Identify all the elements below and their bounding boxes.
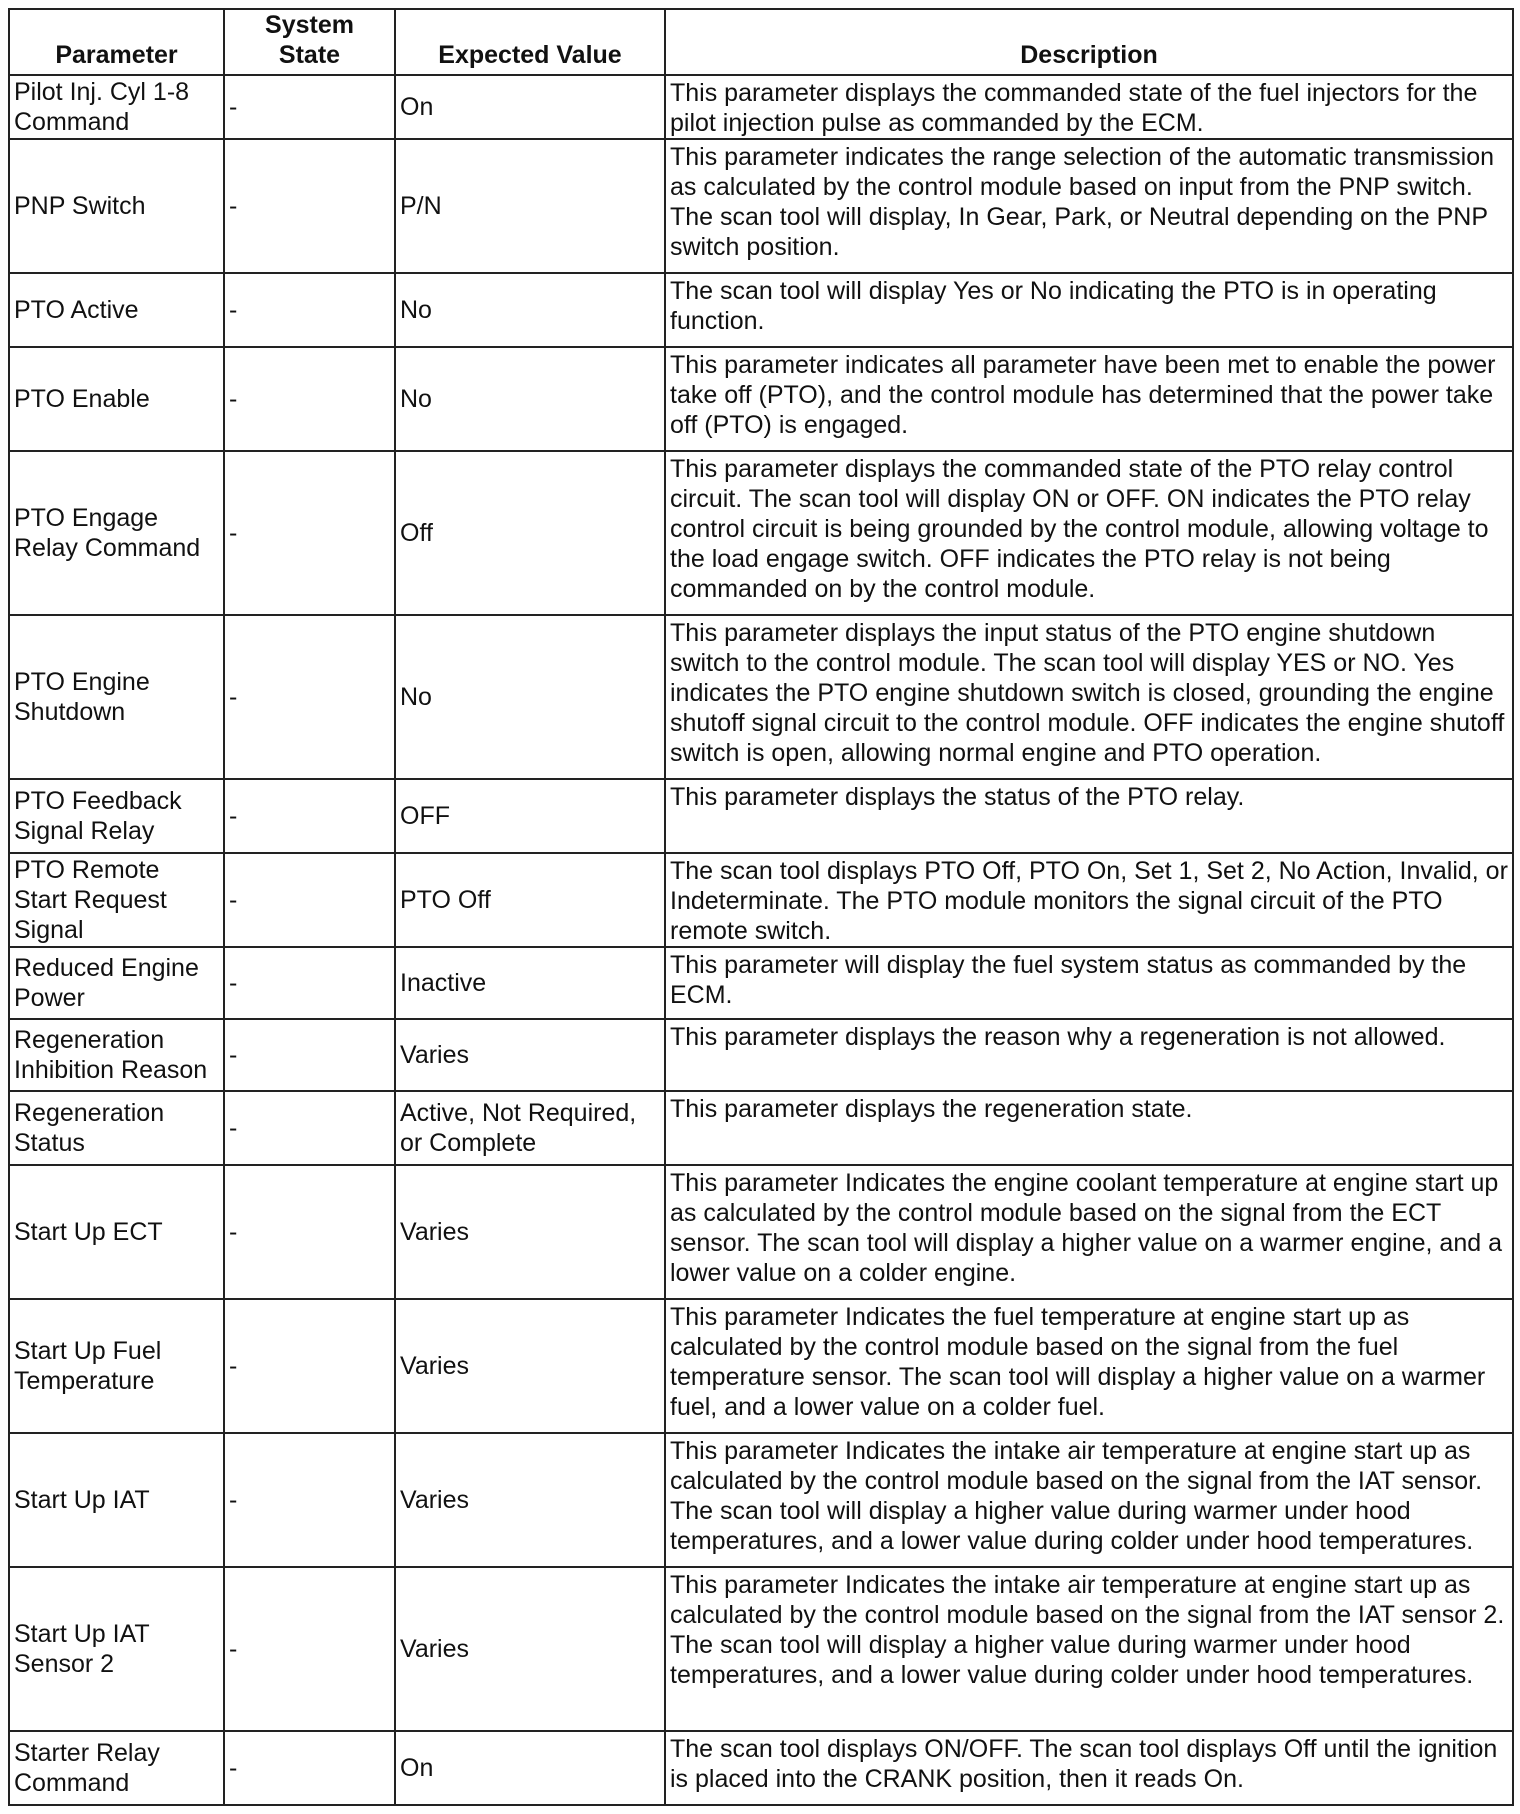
cell-description: This parameter indicates all parameter have been met to enable the power take off (PTO), and the control module has determined that the power take off (PTO) is engaged. — [665, 347, 1513, 451]
table-row — [9, 75, 1513, 139]
cell-system-state: - — [224, 1165, 395, 1299]
cell-system-state: - — [224, 1299, 395, 1433]
cell-description: This parameter displays the status of the PTO relay. — [665, 779, 1513, 853]
table-row — [9, 853, 1513, 947]
table-row — [9, 451, 1513, 615]
cell-parameter: PNP Switch — [9, 139, 224, 273]
cell-parameter: PTO Enable — [9, 347, 224, 451]
parameter-table — [8, 8, 1514, 1806]
cell-system-state: - — [224, 139, 395, 273]
table-row — [9, 139, 1513, 273]
cell-description: This parameter will display the fuel system status as commanded by the ECM. — [665, 947, 1513, 1019]
cell-description: This parameter displays the input status of the PTO engine shutdown switch to the control module. The scan tool will display YES or NO. Yes indicates the PTO engine shutdown switch is closed, grounding the engine shutoff signal circuit to the control module. OFF indicates the engine shutoff switch is open, allowing normal engine and PTO operation. — [665, 615, 1513, 779]
cell-expected-value: No — [395, 347, 665, 451]
table-row — [9, 1567, 1513, 1731]
cell-parameter: Pilot Inj. Cyl 1-8 Command — [9, 75, 224, 139]
cell-system-state: - — [224, 451, 395, 615]
cell-parameter: Start Up Fuel Temperature — [9, 1299, 224, 1433]
header-row — [9, 9, 1513, 75]
cell-system-state: - — [224, 1731, 395, 1805]
cell-description: This parameter displays the commanded state of the fuel injectors for the pilot injection pulse as commanded by the ECM. — [665, 75, 1513, 139]
cell-expected-value: On — [395, 75, 665, 139]
cell-expected-value: Varies — [395, 1019, 665, 1091]
cell-expected-value: PTO Off — [395, 853, 665, 947]
cell-expected-value: No — [395, 615, 665, 779]
cell-parameter: Regeneration Inhibition Reason — [9, 1019, 224, 1091]
cell-description: The scan tool will display Yes or No indicating the PTO is in operating function. — [665, 273, 1513, 347]
cell-expected-value: Active, Not Required, or Complete — [395, 1091, 665, 1165]
cell-description: This parameter Indicates the fuel temperature at engine start up as calculated by the control module based on the signal from the fuel temperature sensor. The scan tool will display a higher value on a warmer fuel, and a lower value on a colder fuel. — [665, 1299, 1513, 1433]
header-description: Description — [665, 9, 1513, 75]
cell-expected-value: P/N — [395, 139, 665, 273]
table-row — [9, 1731, 1513, 1805]
table-row — [9, 273, 1513, 347]
cell-parameter: Start Up ECT — [9, 1165, 224, 1299]
cell-description: The scan tool displays ON/OFF. The scan tool displays Off until the ignition is placed into the CRANK position, then it reads On. — [665, 1731, 1513, 1805]
header-parameter: Parameter — [9, 9, 224, 75]
cell-system-state: - — [224, 853, 395, 947]
cell-description: This parameter displays the regeneration state. — [665, 1091, 1513, 1165]
header-system-state: System State — [224, 9, 395, 75]
cell-system-state: - — [224, 1091, 395, 1165]
cell-description: This parameter Indicates the intake air temperature at engine start up as calculated by the control module based on the signal from the IAT sensor 2. The scan tool will display a higher value during warmer under hood temperatures, and a lower value during colder under hood temperatures. — [665, 1567, 1513, 1731]
cell-parameter: PTO Engine Shutdown — [9, 615, 224, 779]
cell-parameter: Starter Relay Command — [9, 1731, 224, 1805]
cell-system-state: - — [224, 273, 395, 347]
cell-parameter: PTO Active — [9, 273, 224, 347]
cell-system-state: - — [224, 1019, 395, 1091]
cell-expected-value: Varies — [395, 1433, 665, 1567]
cell-expected-value: No — [395, 273, 665, 347]
table-row — [9, 1433, 1513, 1567]
header-expected-value: Expected Value — [395, 9, 665, 75]
cell-description: This parameter Indicates the intake air temperature at engine start up as calculated by the control module based on the signal from the IAT sensor. The scan tool will display a higher value during warmer under hood temperatures, and a lower value during colder under hood temperatures. — [665, 1433, 1513, 1567]
cell-parameter: PTO Engage Relay Command — [9, 451, 224, 615]
cell-parameter: PTO Feedback Signal Relay — [9, 779, 224, 853]
table-row — [9, 1299, 1513, 1433]
cell-system-state: - — [224, 347, 395, 451]
cell-description: This parameter indicates the range selection of the automatic transmission as calculated by the control module based on input from the PNP switch. The scan tool will display, In Gear, Park, or Neutral depending on the PNP switch position. — [665, 139, 1513, 273]
cell-expected-value: Varies — [395, 1165, 665, 1299]
table-row — [9, 1165, 1513, 1299]
cell-parameter: Reduced Engine Power — [9, 947, 224, 1019]
cell-expected-value: Inactive — [395, 947, 665, 1019]
cell-system-state: - — [224, 75, 395, 139]
cell-parameter: Start Up IAT Sensor 2 — [9, 1567, 224, 1731]
cell-description: The scan tool displays PTO Off, PTO On, Set 1, Set 2, No Action, Invalid, or Indeterminate. The PTO module monitors the signal circuit of the PTO remote switch. — [665, 853, 1513, 947]
cell-description: This parameter displays the commanded state of the PTO relay control circuit. The scan tool will display ON or OFF. ON indicates the PTO relay control circuit is being grounded by the control module, allowing voltage to the load engage switch. OFF indicates the PTO relay is not being commanded on by the control module. — [665, 451, 1513, 615]
table-row — [9, 1091, 1513, 1165]
cell-system-state: - — [224, 779, 395, 853]
cell-parameter: Start Up IAT — [9, 1433, 224, 1567]
cell-expected-value: Off — [395, 451, 665, 615]
cell-expected-value: Varies — [395, 1299, 665, 1433]
cell-system-state: - — [224, 947, 395, 1019]
cell-system-state: - — [224, 1567, 395, 1731]
cell-system-state: - — [224, 615, 395, 779]
table-row — [9, 947, 1513, 1019]
cell-description: This parameter displays the reason why a regeneration is not allowed. — [665, 1019, 1513, 1091]
cell-expected-value: Varies — [395, 1567, 665, 1731]
cell-parameter: PTO Remote Start Request Signal — [9, 853, 224, 947]
cell-description: This parameter Indicates the engine coolant temperature at engine start up as calculated by the control module based on the signal from the ECT sensor. The scan tool will display a higher value on a warmer engine, and a lower value on a colder engine. — [665, 1165, 1513, 1299]
table-row — [9, 1019, 1513, 1091]
table-row — [9, 347, 1513, 451]
cell-expected-value: OFF — [395, 779, 665, 853]
table-row — [9, 615, 1513, 779]
cell-expected-value: On — [395, 1731, 665, 1805]
cell-parameter: Regeneration Status — [9, 1091, 224, 1165]
table-row — [9, 779, 1513, 853]
cell-system-state: - — [224, 1433, 395, 1567]
